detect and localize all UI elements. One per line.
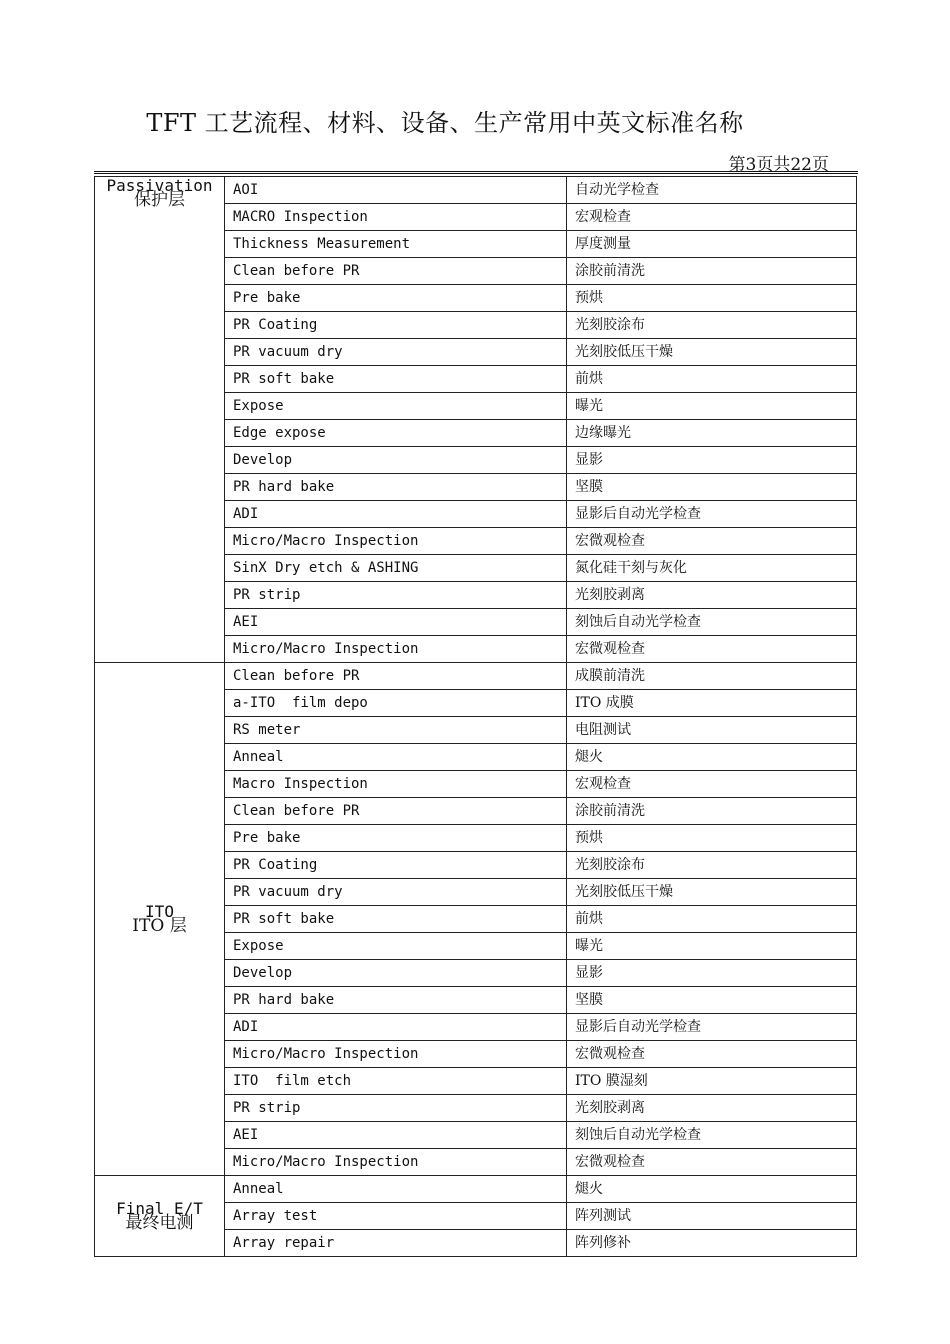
step-name-en: Pre bake: [225, 285, 567, 312]
step-name-en: PR soft bake: [225, 366, 567, 393]
step-name-en: PR vacuum dry: [225, 339, 567, 366]
step-name-en: Pre bake: [225, 825, 567, 852]
step-name-en: Array repair: [225, 1230, 567, 1257]
table-row: [95, 1176, 857, 1203]
step-name-en: MACRO Inspection: [225, 204, 567, 231]
step-name-zh: 前烘: [567, 366, 857, 393]
step-name-zh: 显影后自动光学检查: [567, 1014, 857, 1041]
step-name-en: Develop: [225, 447, 567, 474]
step-name-zh: 煺火: [567, 1176, 857, 1203]
process-group-cell: [95, 1176, 225, 1257]
step-name-en: Expose: [225, 393, 567, 420]
step-name-zh: 自动光学检查: [567, 177, 857, 204]
step-name-zh: 前烘: [567, 906, 857, 933]
step-name-zh: 坚膜: [567, 474, 857, 501]
process-group-name-en: Passivation: [106, 176, 213, 195]
step-name-en: PR hard bake: [225, 474, 567, 501]
step-name-zh: 氮化硅干刻与灰化: [567, 555, 857, 582]
step-name-zh: 坚膜: [567, 987, 857, 1014]
step-name-zh: 涂胶前清洗: [567, 258, 857, 285]
step-name-zh: 边缘曝光: [567, 420, 857, 447]
document-title: TFT 工艺流程、材料、设备、生产常用中英文标准名称: [146, 109, 744, 137]
process-group-cell: [95, 663, 225, 1176]
step-name-en: Edge expose: [225, 420, 567, 447]
step-name-en: Clean before PR: [225, 258, 567, 285]
step-name-zh: 刻蚀后自动光学检查: [567, 609, 857, 636]
step-name-en: Array test: [225, 1203, 567, 1230]
step-name-en: PR vacuum dry: [225, 879, 567, 906]
step-name-en: a-ITO film depo: [225, 690, 567, 717]
step-name-zh: 光刻胶低压干燥: [567, 339, 857, 366]
step-name-zh: 光刻胶剥离: [567, 1095, 857, 1122]
step-name-zh: 宏微观检查: [567, 528, 857, 555]
step-name-en: Anneal: [225, 744, 567, 771]
process-group-name-en: ITO: [145, 902, 174, 921]
step-name-zh: ITO 膜湿刻: [567, 1068, 857, 1095]
step-name-en: AEI: [225, 609, 567, 636]
process-steps-table: [94, 176, 857, 1257]
step-name-zh: 宏观检查: [567, 771, 857, 798]
page-indicator: 第3页共22页: [728, 155, 829, 175]
table-row: [95, 663, 857, 690]
step-name-en: Clean before PR: [225, 798, 567, 825]
step-name-en: Micro/Macro Inspection: [225, 1149, 567, 1176]
step-name-en: PR strip: [225, 582, 567, 609]
process-group-cell: [95, 177, 225, 663]
step-name-zh: 成膜前清洗: [567, 663, 857, 690]
step-name-zh: 宏微观检查: [567, 1149, 857, 1176]
step-name-en: ADI: [225, 1014, 567, 1041]
step-name-zh: 光刻胶涂布: [567, 852, 857, 879]
step-name-en: Micro/Macro Inspection: [225, 528, 567, 555]
step-name-zh: 刻蚀后自动光学检查: [567, 1122, 857, 1149]
step-name-zh: 宏微观检查: [567, 636, 857, 663]
step-name-en: Micro/Macro Inspection: [225, 636, 567, 663]
process-group-name-en: Final E/T: [116, 1199, 203, 1218]
step-name-en: AEI: [225, 1122, 567, 1149]
step-name-zh: 显影后自动光学检查: [567, 501, 857, 528]
step-name-zh: 电阻测试: [567, 717, 857, 744]
step-name-zh: ITO 成膜: [567, 690, 857, 717]
step-name-zh: 预烘: [567, 285, 857, 312]
step-name-zh: 煺火: [567, 744, 857, 771]
step-name-en: PR soft bake: [225, 906, 567, 933]
step-name-zh: 显影: [567, 447, 857, 474]
table-row: [95, 177, 857, 204]
step-name-zh: 光刻胶剥离: [567, 582, 857, 609]
step-name-en: Anneal: [225, 1176, 567, 1203]
step-name-zh: 阵列测试: [567, 1203, 857, 1230]
step-name-en: PR Coating: [225, 852, 567, 879]
process-group-name-zh: ITO 层: [132, 916, 187, 936]
title-divider: [94, 171, 858, 174]
process-group-name-zh: 最终电测: [125, 1213, 194, 1233]
step-name-en: Thickness Measurement: [225, 231, 567, 258]
step-name-zh: 光刻胶低压干燥: [567, 879, 857, 906]
step-name-en: Clean before PR: [225, 663, 567, 690]
step-name-zh: 预烘: [567, 825, 857, 852]
step-name-zh: 宏观检查: [567, 204, 857, 231]
step-name-en: ITO film etch: [225, 1068, 567, 1095]
step-name-en: AOI: [225, 177, 567, 204]
step-name-en: SinX Dry etch & ASHING: [225, 555, 567, 582]
step-name-en: Micro/Macro Inspection: [225, 1041, 567, 1068]
process-steps-body: [95, 177, 857, 1257]
step-name-en: Expose: [225, 933, 567, 960]
step-name-en: Macro Inspection: [225, 771, 567, 798]
step-name-en: PR strip: [225, 1095, 567, 1122]
step-name-zh: 阵列修补: [567, 1230, 857, 1257]
step-name-zh: 厚度测量: [567, 231, 857, 258]
step-name-zh: 宏微观检查: [567, 1041, 857, 1068]
step-name-zh: 涂胶前清洗: [567, 798, 857, 825]
process-group-name-zh: 保护层: [134, 190, 185, 210]
step-name-en: ADI: [225, 501, 567, 528]
step-name-zh: 显影: [567, 960, 857, 987]
step-name-en: PR Coating: [225, 312, 567, 339]
step-name-zh: 曝光: [567, 933, 857, 960]
step-name-en: Develop: [225, 960, 567, 987]
step-name-zh: 光刻胶涂布: [567, 312, 857, 339]
step-name-en: RS meter: [225, 717, 567, 744]
step-name-zh: 曝光: [567, 393, 857, 420]
step-name-en: PR hard bake: [225, 987, 567, 1014]
